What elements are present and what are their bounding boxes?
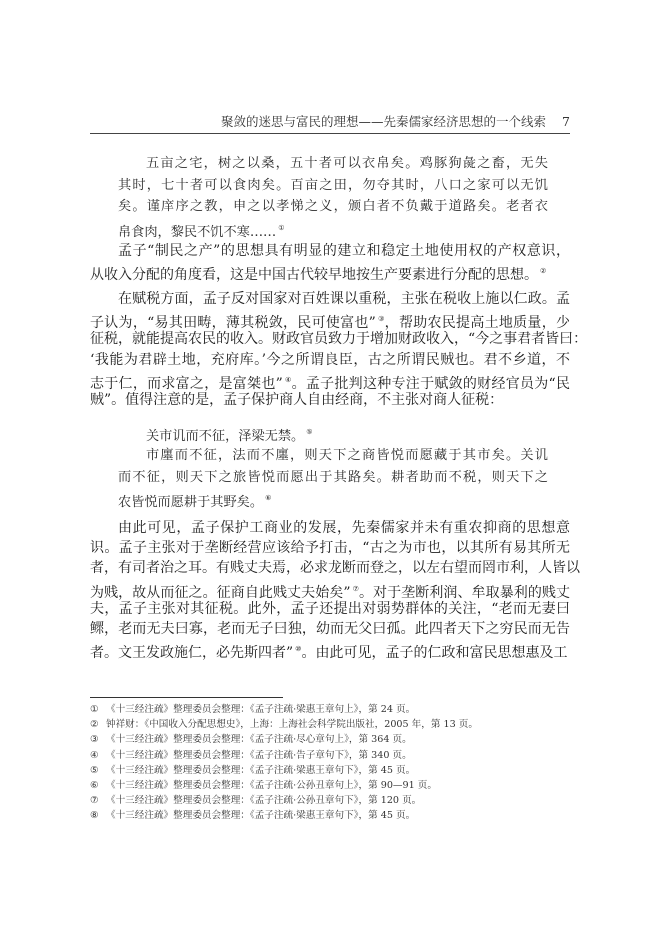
footnote-ref: ① <box>278 223 285 232</box>
footnote-number: ① <box>90 704 99 715</box>
footnote-ref: ⑤ <box>306 428 313 436</box>
footnote-ref: ⑥ <box>265 494 272 503</box>
footnote <box>90 702 570 717</box>
block-quote <box>118 422 548 444</box>
text-line: 识。孟子主张对于垄断经营应该给予打击，“古之为市也，以其所有易其所无 <box>90 540 570 557</box>
footnote-text: 《十三经注疏》整理委员会整理：《孟子注疏·告子章句下》，第 340 页。 <box>106 749 412 761</box>
text-line: 从收入分配的角度看，这是中国古代较早地按生产要素进行分配的思想。 ② <box>90 267 547 284</box>
footnote-ref: ④ <box>284 375 292 384</box>
text-line: 而不征，则天下之旅皆悦而愿出于其路矣。耕者助而不税，则天下之 <box>118 469 548 485</box>
text-line: 孟子“制民之产”的思想具有明显的建立和稳定土地使用权的产权意识， <box>118 243 570 259</box>
footnote-number: ③ <box>90 734 99 746</box>
footnotes <box>90 702 570 824</box>
text-line: 鳏，老而无夫曰寡，老而无子曰独，幼而无父曰孤。此四者天下之穷民而无告 <box>90 620 570 637</box>
running-header <box>90 112 570 130</box>
footnote-rule <box>90 697 283 698</box>
footnote <box>90 808 570 823</box>
page-number: 7 <box>562 114 570 129</box>
footnote-text: 《十三经注疏》整理委员会整理：《孟子注疏·尽心章句上》，第 364 页。 <box>106 734 412 746</box>
footnote-number: ④ <box>90 749 99 761</box>
header-title: 聚敛的迷思与富民的理想——先秦儒家经济思想的一个线索 <box>220 114 546 129</box>
text-line: 其时，七十者可以食肉矣。百亩之田，勿夺其时，八口之家可以无饥 <box>118 177 548 193</box>
text-line: 者，有司者治之耳。有贱丈夫焉，必求龙断而登之，以左右望而罔市利，人皆以 <box>90 560 580 577</box>
text-line: 志于仁，而求富之，是富桀也” ④。孟子批判这种专注于赋敛的财经官员为“民 <box>90 375 570 392</box>
footnote <box>90 732 570 747</box>
footnote-number: ⑦ <box>90 795 99 807</box>
text-line: 矣。谨庠序之教，申之以孝悌之义，颁白者不负戴于道路矣。老者衣 <box>118 199 548 215</box>
text-line: 帛食肉，黎民不饥不寒…… ① <box>118 223 285 240</box>
footnote-text: 《十三经注疏》整理委员会整理：《孟子注疏·公孙丑章句上》，第 90—91 页。 <box>106 779 437 791</box>
block-quote <box>118 445 548 510</box>
footnote-number: ⑧ <box>90 810 99 822</box>
footnote-number: ② <box>90 719 99 731</box>
footnote-number: ⑤ <box>90 764 99 776</box>
text-line: 市廛而不征，法而不廛，则天下之商皆悦而愿藏于其市矣。关讥 <box>146 448 548 463</box>
footnote <box>90 763 570 778</box>
footnote-text: 《十三经注疏》整理委员会整理：《孟子注疏·梁惠王章句下》，第 45 页。 <box>106 810 416 822</box>
paragraph <box>90 241 570 284</box>
footnote-ref: ⑦ <box>352 584 359 593</box>
text-line: 在赋税方面，孟子反对国家对百姓课以重税，主张在税收上施以仁政。孟 <box>118 291 570 307</box>
footnote <box>90 717 570 732</box>
footnote-ref: ② <box>540 267 547 276</box>
header-rule <box>90 133 570 134</box>
footnote-ref: ⑩ <box>295 645 302 654</box>
footnote-text: 钟祥财：《中国收入分配思想史》，上海：上海社会科学院出版社，2005 年，第 13 页。 <box>106 719 478 731</box>
text-line: 子认为，“易其田畴，薄其税敛，民可使富也” ③，帮助农民提高土地质量，少 <box>90 315 570 332</box>
footnote <box>90 778 570 793</box>
text-line: 征税，就能提高农民的收入。财政官员致力于增加财政收入，“今之事君者皆曰： <box>90 331 588 348</box>
paragraph <box>90 518 580 662</box>
text-line: 五亩之宅，树之以桑，五十者可以衣帛矣。鸡豚狗彘之畜，无失 <box>146 156 548 171</box>
footnote-number: ⑥ <box>90 779 99 791</box>
footnote <box>90 793 570 808</box>
text-line: 夫，孟子主张对其征税。此外，孟子还提出对弱势群体的关注，“老而无妻曰 <box>90 600 570 617</box>
footnote-ref: ③ <box>377 315 385 324</box>
block-quote <box>118 153 548 239</box>
footnote-text: 《十三经注疏》整理委员会整理：《孟子注疏·梁惠王章句下》，第 45 页。 <box>106 764 416 776</box>
text-line: ‘我能为君辟土地，充府库。’今之所谓良臣，古之所谓民贼也。君不乡道，不 <box>90 351 570 368</box>
text-line: 者。文王发政施仁，必先斯四者” ⑩。由此可见，孟子的仁政和富民思想惠及工 <box>90 645 568 662</box>
footnote-text: 《十三经注疏》整理委员会整理：《孟子注疏·梁惠王章句上》，第 24 页。 <box>106 704 416 715</box>
text-line: 为贱，故从而征之。征商自此贱丈夫始矣” ⑦。对于垄断利润、牟取暴利的贱丈 <box>90 584 571 601</box>
paragraph <box>90 289 588 410</box>
text-line: 关市讥而不征，泽梁无禁。 ⑤ <box>146 428 313 444</box>
text-line: 贼”。值得注意的是，孟子保护商人自由经商，不主张对商人征税： <box>90 391 504 408</box>
footnote <box>90 748 570 763</box>
text-line: 农皆悦而愿耕于其野矣。 ⑥ <box>118 494 272 511</box>
footnote-text: 《十三经注疏》整理委员会整理：《孟子注疏·公孙丑章句下》，第 120 页。 <box>106 795 422 807</box>
text-line: 由此可见，孟子保护工商业的发展，先秦儒家并未有重农抑商的思想意 <box>118 520 570 536</box>
